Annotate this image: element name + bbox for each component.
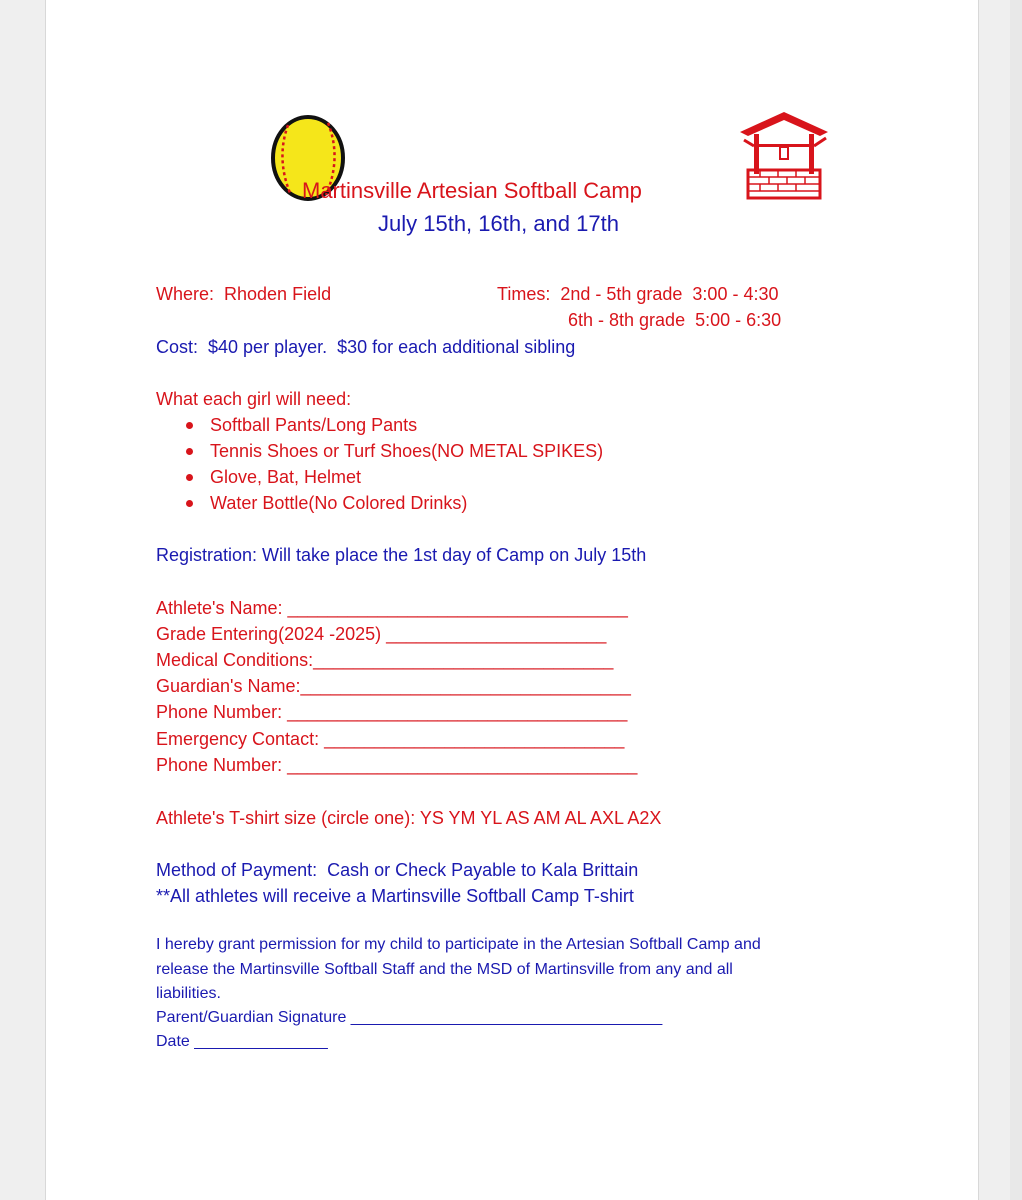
medical-conditions-field: Medical Conditions:______________________________ (156, 650, 614, 670)
date-field: Date _______________ (156, 1033, 328, 1050)
document-page (45, 0, 979, 1200)
emergency-contact-field: Emergency Contact: ______________________________ (156, 729, 625, 749)
phone-number-field: Phone Number: __________________________________ (156, 702, 628, 722)
needs-list-item (156, 490, 603, 516)
needs-list-item (156, 464, 603, 490)
needs-item-label: Softball Pants/Long Pants (210, 415, 418, 435)
signature-field: Parent/Guardian Signature ___________________________________ (156, 1009, 663, 1026)
needs-list-item (156, 412, 603, 438)
athlete-name-field: Athlete's Name: __________________________________ (156, 598, 628, 618)
guardian-name-field: Guardian's Name:_________________________________ (156, 676, 631, 696)
needs-list-item (156, 438, 603, 464)
artesian-well-icon (736, 110, 832, 202)
times-line-1: Times: 2nd - 5th grade 3:00 - 4:30 (497, 284, 779, 304)
emergency-phone-field: Phone Number: ___________________________________ (156, 755, 638, 775)
waiver-line-2: release the Martinsville Softball Staff and the MSD of Martinsville from any and all (156, 961, 733, 978)
needs-list (156, 412, 603, 516)
camp-title: Martinsville Artesian Softball Camp (302, 178, 642, 203)
needs-heading: What each girl will need: (156, 389, 352, 409)
needs-item-label: Tennis Shoes or Turf Shoes(NO METAL SPIKES) (210, 441, 604, 461)
grade-field: Grade Entering(2024 -2025) ______________________ (156, 624, 607, 644)
bullet-icon (186, 422, 193, 429)
location-text: Where: Rhoden Field (156, 284, 332, 304)
waiver-line-3: liabilities. (156, 985, 221, 1002)
waiver-line-1: I hereby grant permission for my child to participate in the Artesian Softball Camp and (156, 936, 761, 953)
bullet-icon (186, 500, 193, 507)
tshirt-size-text: Athlete's T-shirt size (circle one): YS YM YL AS AM AL AXL A2X (156, 808, 662, 828)
cost-text: Cost: $40 per player. $30 for each additional sibling (156, 337, 576, 357)
bullet-icon (186, 474, 193, 481)
needs-item-label: Glove, Bat, Helmet (210, 467, 362, 487)
registration-text: Registration: Will take place the 1st day of Camp on July 15th (156, 545, 647, 565)
bullet-icon (186, 448, 193, 455)
tshirt-note-text: **All athletes will receive a Martinsville Softball Camp T-shirt (156, 886, 634, 906)
scrollbar[interactable] (1010, 0, 1022, 1200)
camp-dates: July 15th, 16th, and 17th (378, 211, 619, 236)
needs-item-label: Water Bottle(No Colored Drinks) (210, 493, 468, 513)
times-line-2: 6th - 8th grade 5:00 - 6:30 (568, 310, 782, 330)
payment-method-text: Method of Payment: Cash or Check Payable to Kala Brittain (156, 860, 639, 880)
